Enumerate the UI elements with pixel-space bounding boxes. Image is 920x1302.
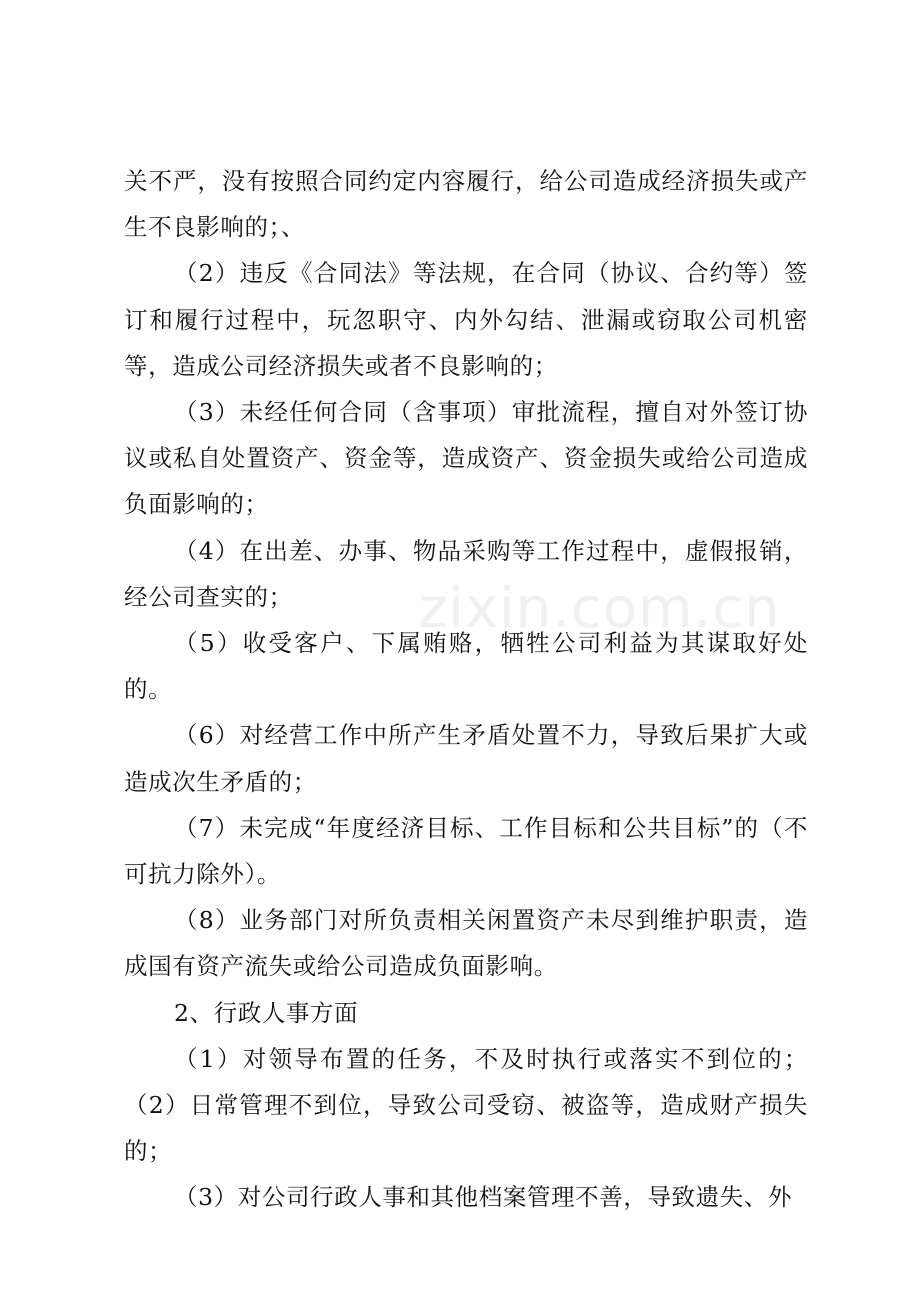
- document-body: [124, 158, 808, 1221]
- paragraph-continuation: 关不严，没有按照合同约定内容履行，给公司造成经济损失或产生不良影响的；、: [124, 167, 808, 242]
- paragraph-item-2: （2）违反《合同法》等法规，在合同（协议、合约等）签订和履行过程中，玩忽职守、内外勾结、泄漏或窃取公司机密等，造成公司经济损失或者不良影响的；: [124, 259, 808, 380]
- paragraph-item-7: （7）未完成“年度经济目标、工作目标和公共目标”的（不可抗力除外）。: [124, 813, 808, 889]
- paragraph-admin-1-2: （1）对领导布置的任务，不及时执行或落实不到位的；（2）日常管理不到位，导致公司受窃、被盗等，造成财产损失的；: [124, 1044, 808, 1166]
- paragraph-admin-3: （3）对公司行政人事和其他档案管理不善，导致遗失、外: [174, 1183, 793, 1212]
- paragraph-item-8: （8）业务部门对所负责相关闲置资产未尽到维护职责，造成国有资产流失或给公司造成负面影响。: [124, 906, 808, 981]
- watermark: zixin.com.cn: [418, 576, 781, 641]
- paragraph-item-4: （4）在出差、办事、物品采购等工作过程中，虚假报销，经公司查实的；: [124, 536, 808, 611]
- paragraph-item-6: （6）对经营工作中所产生矛盾处置不力，导致后果扩大或造成次生矛盾的；: [124, 721, 808, 796]
- paragraph-item-5: （5）收受客户、下属贿赂，牺牲公司利益为其谋取好处的。: [124, 629, 808, 704]
- paragraph-item-3: （3）未经任何合同（含事项）审批流程，擅自对外签订协议或私自处置资产、资金等，造成资产、资金损失或给公司造成负面影响的；: [124, 398, 808, 519]
- section-heading: 2、行政人事方面: [174, 998, 359, 1027]
